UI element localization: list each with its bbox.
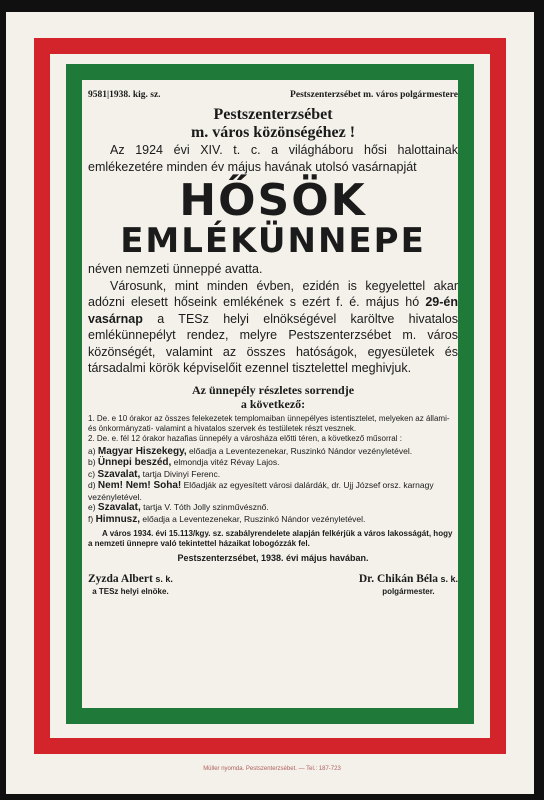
program-item-letter: a) bbox=[88, 445, 98, 456]
program-item-d bbox=[88, 480, 458, 502]
program-heading-line-2: a következő: bbox=[240, 396, 306, 411]
program-item-letter: c) bbox=[88, 468, 98, 479]
program-item-detail: előadja a Leventezenekar, Ruszinkó Nándor vezényletével. bbox=[186, 445, 413, 456]
program-item-letter: b) bbox=[88, 457, 98, 467]
program-item-detail: tartja Divinyi Ferenc. bbox=[140, 468, 221, 479]
body-text-post: a TESz helyi elnökségével karöltve hivatalos emlékünnepélyt rendez, melyre Pestszenterzsébet m. város közönségét, valamint az összes hatóságok, egyesületek és társadalmi körök képviselőit ezennel tisztelettel meghivjuk. bbox=[88, 311, 458, 375]
red-border-top bbox=[34, 38, 506, 54]
green-border-bottom bbox=[66, 708, 474, 724]
printer-imprint: Müller nyomda. Pestszenterzsébet. — Tel.: 187-723 bbox=[203, 766, 341, 772]
red-border-left bbox=[34, 38, 50, 754]
program-list bbox=[88, 446, 458, 526]
address-line-2: m. város közönségéhez ! bbox=[190, 124, 356, 141]
green-border-left bbox=[66, 64, 82, 724]
program-item-e bbox=[88, 502, 458, 514]
signer-name: Dr. Chikán Béla bbox=[358, 573, 438, 585]
program-item-title: Magyar Hiszekegy, bbox=[97, 445, 187, 457]
green-border-top bbox=[66, 64, 474, 80]
program-item-c bbox=[88, 469, 458, 481]
event-date: 29-én vasárnap bbox=[88, 295, 458, 326]
green-border-right bbox=[458, 64, 474, 724]
program-heading bbox=[88, 383, 458, 411]
signer-suffix: s. k. bbox=[437, 574, 458, 584]
reference-number: 9581|1938. kig. sz. bbox=[88, 90, 161, 100]
program-item-detail: Előadják az egyesített városi dalárdák, dr. Ujj József orsz. karnagy vezényletével. bbox=[88, 480, 434, 502]
program-item-title: Szavalat, bbox=[97, 502, 141, 513]
after-title-text: néven nemzeti ünneppé avatta. bbox=[88, 262, 263, 276]
main-title-line-2: EMLÉKÜNNEPE bbox=[120, 221, 426, 261]
main-title-line-1: HŐSÖK bbox=[179, 175, 367, 226]
header-row bbox=[88, 90, 458, 100]
program-item-detail: elmondja vitéz Révay Lajos. bbox=[171, 457, 280, 467]
signer-suffix: s. k. bbox=[152, 574, 173, 584]
red-border-bottom bbox=[34, 738, 506, 754]
address-line-1: Pestszenterzsébet bbox=[213, 106, 333, 123]
program-item-letter: e) bbox=[88, 502, 98, 512]
item-2: 2. De. e. fél 12 órakor hazafias ünnepély a városháza előtti téren, a következő műsorral : bbox=[88, 433, 402, 443]
program-item-title: Nem! Nem! Soha! bbox=[97, 480, 182, 491]
flag-request: A város 1934. évi 15.113/kgy. sz. szabályrendelete alapján felkérjük a város lakosságát, hogy a nemzeti ünnepre való tekintettel házaikat lobogózzák fel. bbox=[88, 529, 453, 548]
program-item-title: Himnusz, bbox=[95, 513, 141, 525]
address-heading bbox=[88, 106, 458, 142]
body-text-pre: Városunk, mint minden évben, ezidén is kegyelettel akar adózni elesett hőseink emlékének s ezért f. é. május hó bbox=[88, 278, 458, 309]
red-border-right bbox=[490, 38, 506, 754]
intro-paragraph: Az 1924 évi XIV. t. c. a világháboru hősi halottainak emlékezetére minden év május havának utolsó vasárnapját bbox=[88, 143, 458, 174]
signer-role: polgármester. bbox=[382, 587, 435, 596]
date-line: Pestszenterzsébet, 1938. évi május havában. bbox=[177, 553, 369, 563]
item-1: 1. De. e 10 órakor az összes felekezetek templomaiban ünnepélyes istentisztelet, melyeken az állami- és önkormányzati- valamint a hivatalos szervek és testületek részt vesznek. bbox=[88, 413, 450, 433]
program-item-f bbox=[88, 514, 458, 526]
signer-role: a TESz helyi elnöke. bbox=[92, 587, 169, 596]
signature-right bbox=[359, 569, 458, 596]
signer-name: Zyzda Albert bbox=[88, 573, 153, 585]
issuing-office: Pestszenterzsébet m. város polgármestere bbox=[290, 90, 458, 100]
program-item-title: Ünnepi beszéd, bbox=[97, 457, 172, 468]
program-item-a bbox=[88, 446, 458, 458]
program-item-letter: d) bbox=[88, 480, 98, 490]
signature-left bbox=[88, 569, 173, 596]
program-heading-line-1: Az ünnepély részletes sorrendje bbox=[191, 382, 355, 397]
program-item-letter: f) bbox=[88, 513, 96, 524]
program-item-detail: előadja a Leventezenekar, Ruszinkó Nándor vezényletével. bbox=[140, 513, 366, 524]
program-item-detail: tartja V. Tóth Jolly szinművésznő. bbox=[140, 502, 269, 512]
poster-content bbox=[88, 90, 458, 596]
program-item-b bbox=[88, 457, 458, 469]
signature-row bbox=[88, 569, 458, 596]
body-paragraph bbox=[88, 278, 458, 377]
program-item-title: Szavalat, bbox=[97, 468, 141, 480]
